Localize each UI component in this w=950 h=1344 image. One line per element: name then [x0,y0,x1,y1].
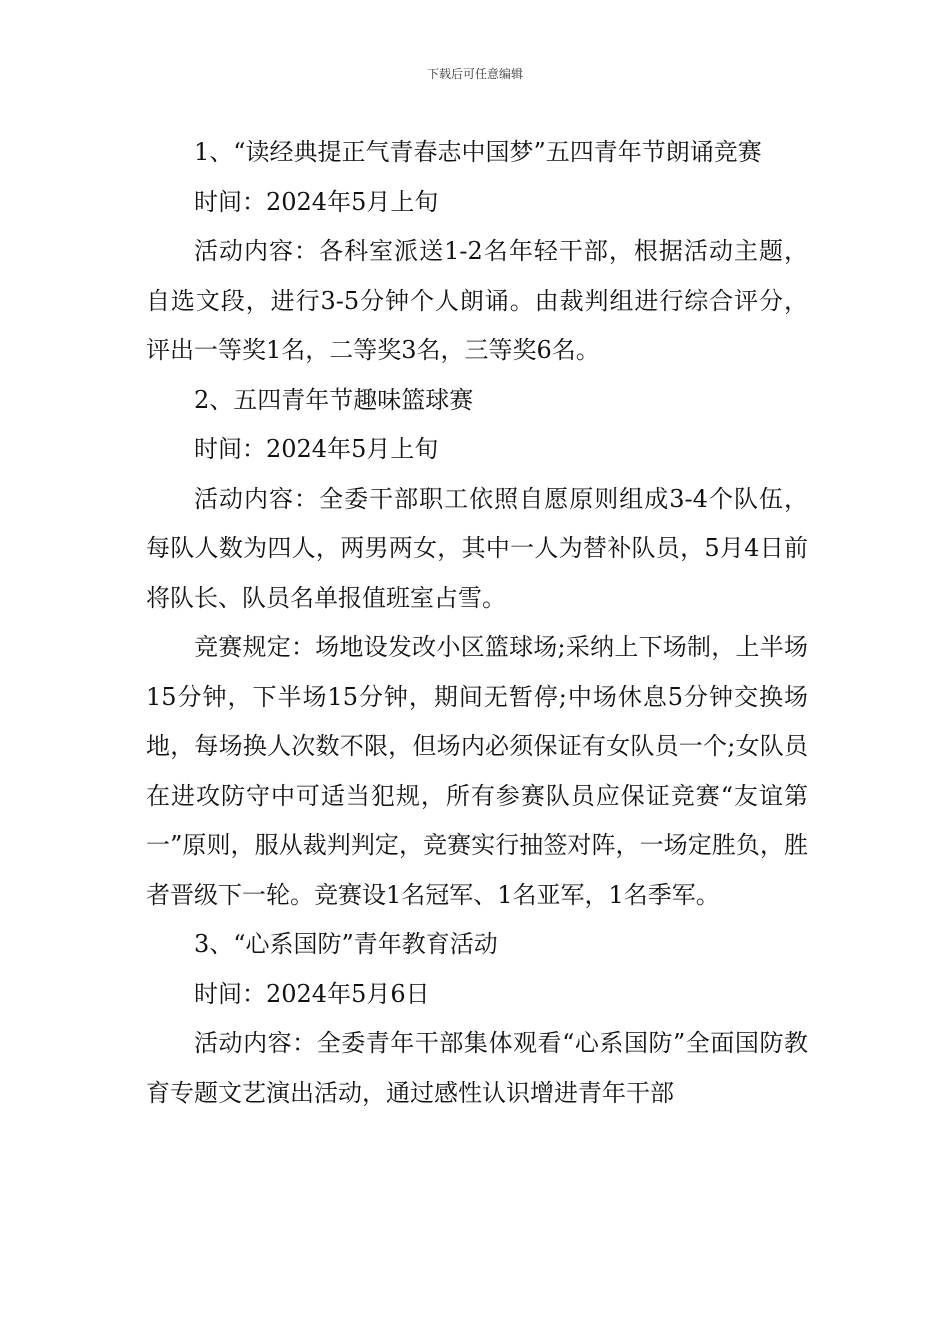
page-header: 下载后可任意编辑 [426,67,523,81]
document-body [146,128,808,1118]
section-1-title: 1、“读经典提正气青春志中国梦”五四青年节朗诵竞赛 [194,138,762,166]
section-3-title: 3、“心系国防”青年教育活动 [194,930,498,958]
section-1-time: 时间：2024年5月上旬 [194,187,439,216]
section-2-time: 时间：2024年5月上旬 [194,435,439,463]
section-3-time: 时间：2024年5月6日 [194,979,430,1008]
section-1-content: 活动内容：各科室派送1-2名年轻干部，根据活动主题，自选文段，进行3-5分钟个人朗诵。由裁判组进行综合评分，评出一等奖1名，二等奖3名，三等奖6名。 [146,237,808,364]
section-3-content: 活动内容：全委青年干部集体观看“心系国防”全面国防教育专题文艺演出活动，通过感性认识增进青年干部 [146,1029,808,1107]
section-2-rules: 竞赛规定：场地设发改小区篮球场;采纳上下场制，上半场15分钟，下半场15分钟，期间无暂停;中场休息5分钟交换场地，每场换人次数不限，但场内必须保证有女队员一个;女队员在进攻防守中可适当犯规，所有参赛队员应保证竞赛“友谊第一”原则，服从裁判判定，竞赛实行抽签对阵，一场定胜负，胜者晋级下一轮。竞赛设1名冠军、1名亚军，1名季军。 [146,633,808,909]
section-2-title: 2、五四青年节趣味篮球赛 [194,385,474,414]
section-2-content: 活动内容：全委干部职工依照自愿原则组成3-4个队伍，每队人数为四人，两男两女，其中一人为替补队员，5月4日前将队长、队员名单报值班室占雪。 [146,484,808,612]
